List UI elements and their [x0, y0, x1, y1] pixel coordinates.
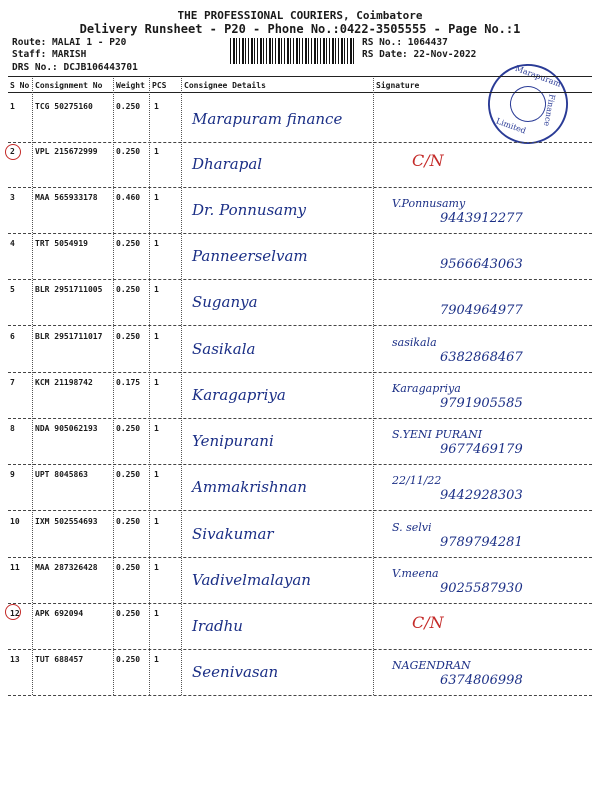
cell-pcs: 1 [154, 424, 159, 433]
cell-consignment: APK 692094 [35, 609, 84, 618]
phone-number: 9443912277 [440, 211, 523, 226]
phone-number: 9442928303 [440, 488, 523, 503]
row-divider [8, 187, 592, 188]
col-pcs: PCS [152, 81, 167, 90]
table-row [0, 328, 600, 373]
signature: Karagapriya [392, 382, 461, 395]
table-row [0, 189, 600, 234]
table-row [0, 651, 600, 696]
table-row [0, 281, 600, 326]
header-bottom-rule [8, 92, 592, 93]
cell-weight: 0.250 [116, 517, 141, 526]
cell-weight: 0.250 [116, 563, 141, 572]
cell-pcs: 1 [154, 378, 159, 387]
col-consignment: Consignment No [35, 81, 103, 90]
row-divider [8, 325, 592, 326]
table-row [0, 143, 600, 188]
drs-number: DRS No.: DCJB106443701 [12, 62, 138, 73]
stamp-text-3: Limited [494, 116, 528, 136]
cell-sno: 6 [10, 332, 15, 341]
cell-consignment: VPL 215672999 [35, 147, 98, 156]
phone-number: 7904964977 [440, 303, 523, 318]
table-top-rule [8, 76, 592, 77]
cell-weight: 0.460 [116, 193, 141, 202]
row-divider [8, 279, 592, 280]
consignee-name: Dharapal [192, 155, 263, 173]
consignee-name: Seenivasan [192, 663, 279, 681]
cell-weight: 0.250 [116, 609, 141, 618]
cell-sno: 13 [10, 655, 20, 664]
cell-consignment: MAA 565933178 [35, 193, 98, 202]
runsheet-title: Delivery Runsheet - P20 - Phone No.:0422-3505555 - Page No.:1 [79, 22, 521, 36]
table-row [0, 513, 600, 558]
cell-pcs: 1 [154, 285, 159, 294]
cell-sno: 8 [10, 424, 15, 433]
signature: C/N [412, 613, 444, 632]
row-divider [8, 418, 592, 419]
consignee-name: Ammakrishnan [192, 478, 307, 496]
row-divider [8, 233, 592, 234]
col-signature: Signature [376, 81, 420, 90]
signature: V.Ponnusamy [392, 197, 466, 210]
cell-consignment: BLR 2951711005 [35, 285, 103, 294]
cell-consignment: TUT 688457 [35, 655, 84, 664]
rs-number: RS No.: 1064437 [362, 37, 448, 48]
cell-sno: 2 [10, 147, 15, 156]
company-title: THE PROFESSIONAL COURIERS, Coimbatore [177, 9, 423, 22]
cell-pcs: 1 [154, 102, 159, 111]
phone-number: 9791905585 [440, 396, 523, 411]
rs-date: RS Date: 22-Nov-2022 [362, 49, 477, 60]
signature: sasikala [392, 336, 437, 349]
table-row [0, 605, 600, 650]
cell-weight: 0.250 [116, 332, 141, 341]
signature: NAGENDRAN [392, 659, 471, 672]
cell-pcs: 1 [154, 517, 159, 526]
table-row [0, 98, 600, 143]
cell-consignment: NDA 905062193 [35, 424, 98, 433]
table-row [0, 420, 600, 465]
route-label: Route: MALAI 1 - P20 [12, 37, 127, 48]
signature: S.YENI PURANI [392, 428, 483, 441]
cell-pcs: 1 [154, 193, 159, 202]
row-divider [8, 557, 592, 558]
col-weight: Weight [116, 81, 145, 90]
consignee-name: Sasikala [192, 340, 256, 358]
consignee-name: Karagapriya [192, 386, 286, 404]
row-divider [8, 464, 592, 465]
col-sno: S No [10, 81, 30, 90]
signature: S. selvi [392, 521, 432, 534]
cell-sno: 12 [10, 609, 20, 618]
table-row [0, 374, 600, 419]
stamp-text-1: Marapuram [513, 63, 563, 89]
cell-consignment: TRT 5054919 [35, 239, 88, 248]
consignee-name: Suganya [192, 293, 258, 311]
row-divider [8, 603, 592, 604]
cell-pcs: 1 [154, 470, 159, 479]
cell-sno: 4 [10, 239, 15, 248]
phone-number: 9789794281 [440, 535, 523, 550]
table-row [0, 235, 600, 280]
signature: 22/11/22 [392, 474, 442, 487]
cell-weight: 0.250 [116, 285, 141, 294]
cell-weight: 0.250 [116, 424, 141, 433]
phone-number: 9566643063 [440, 257, 523, 272]
cell-sno: 3 [10, 193, 15, 202]
cell-consignment: KCM 21198742 [35, 378, 93, 387]
cell-consignment: UPT 8045863 [35, 470, 88, 479]
cell-sno: 7 [10, 378, 15, 387]
cell-sno: 1 [10, 102, 15, 111]
row-divider [8, 510, 592, 511]
cell-weight: 0.175 [116, 378, 141, 387]
cell-weight: 0.250 [116, 102, 141, 111]
cell-pcs: 1 [154, 563, 159, 572]
col-consignee: Consignee Details [184, 81, 266, 90]
red-circle-mark [5, 604, 21, 620]
red-circle-mark [5, 144, 21, 160]
cell-consignment: IXM 502554693 [35, 517, 98, 526]
cell-pcs: 1 [154, 609, 159, 618]
phone-number: 9025587930 [440, 581, 523, 596]
cell-pcs: 1 [154, 332, 159, 341]
cell-pcs: 1 [154, 655, 159, 664]
consignee-name: Panneerselvam [192, 247, 308, 265]
cell-weight: 0.250 [116, 239, 141, 248]
cell-consignment: TCG 50275160 [35, 102, 93, 111]
cell-sno: 10 [10, 517, 20, 526]
cell-weight: 0.250 [116, 147, 141, 156]
consignee-name: Dr. Ponnusamy [192, 201, 306, 219]
phone-number: 9677469179 [440, 442, 523, 457]
cell-pcs: 1 [154, 147, 159, 156]
cell-weight: 0.250 [116, 470, 141, 479]
consignee-name: Yenipurani [192, 432, 274, 450]
barcode [230, 38, 355, 64]
cell-sno: 5 [10, 285, 15, 294]
row-divider [8, 695, 592, 696]
row-divider [8, 372, 592, 373]
cell-consignment: BLR 2951711017 [35, 332, 103, 341]
consignee-name: Marapuram finance [192, 110, 343, 128]
consignee-name: Vadivelmalayan [192, 571, 311, 589]
table-row [0, 559, 600, 604]
staff-label: Staff: MARISH [12, 49, 87, 60]
phone-number: 6382868467 [440, 350, 523, 365]
table-row [0, 466, 600, 511]
signature: C/N [412, 151, 444, 170]
row-divider [8, 649, 592, 650]
signature: V.meena [392, 567, 439, 580]
cell-weight: 0.250 [116, 655, 141, 664]
consignee-name: Sivakumar [192, 525, 274, 543]
cell-sno: 9 [10, 470, 15, 479]
cell-consignment: MAA 287326428 [35, 563, 98, 572]
cell-pcs: 1 [154, 239, 159, 248]
cell-sno: 11 [10, 563, 20, 572]
stamp-text-2: Finance [542, 93, 557, 127]
phone-number: 6374806998 [440, 673, 523, 688]
consignee-name: Iradhu [192, 617, 243, 635]
